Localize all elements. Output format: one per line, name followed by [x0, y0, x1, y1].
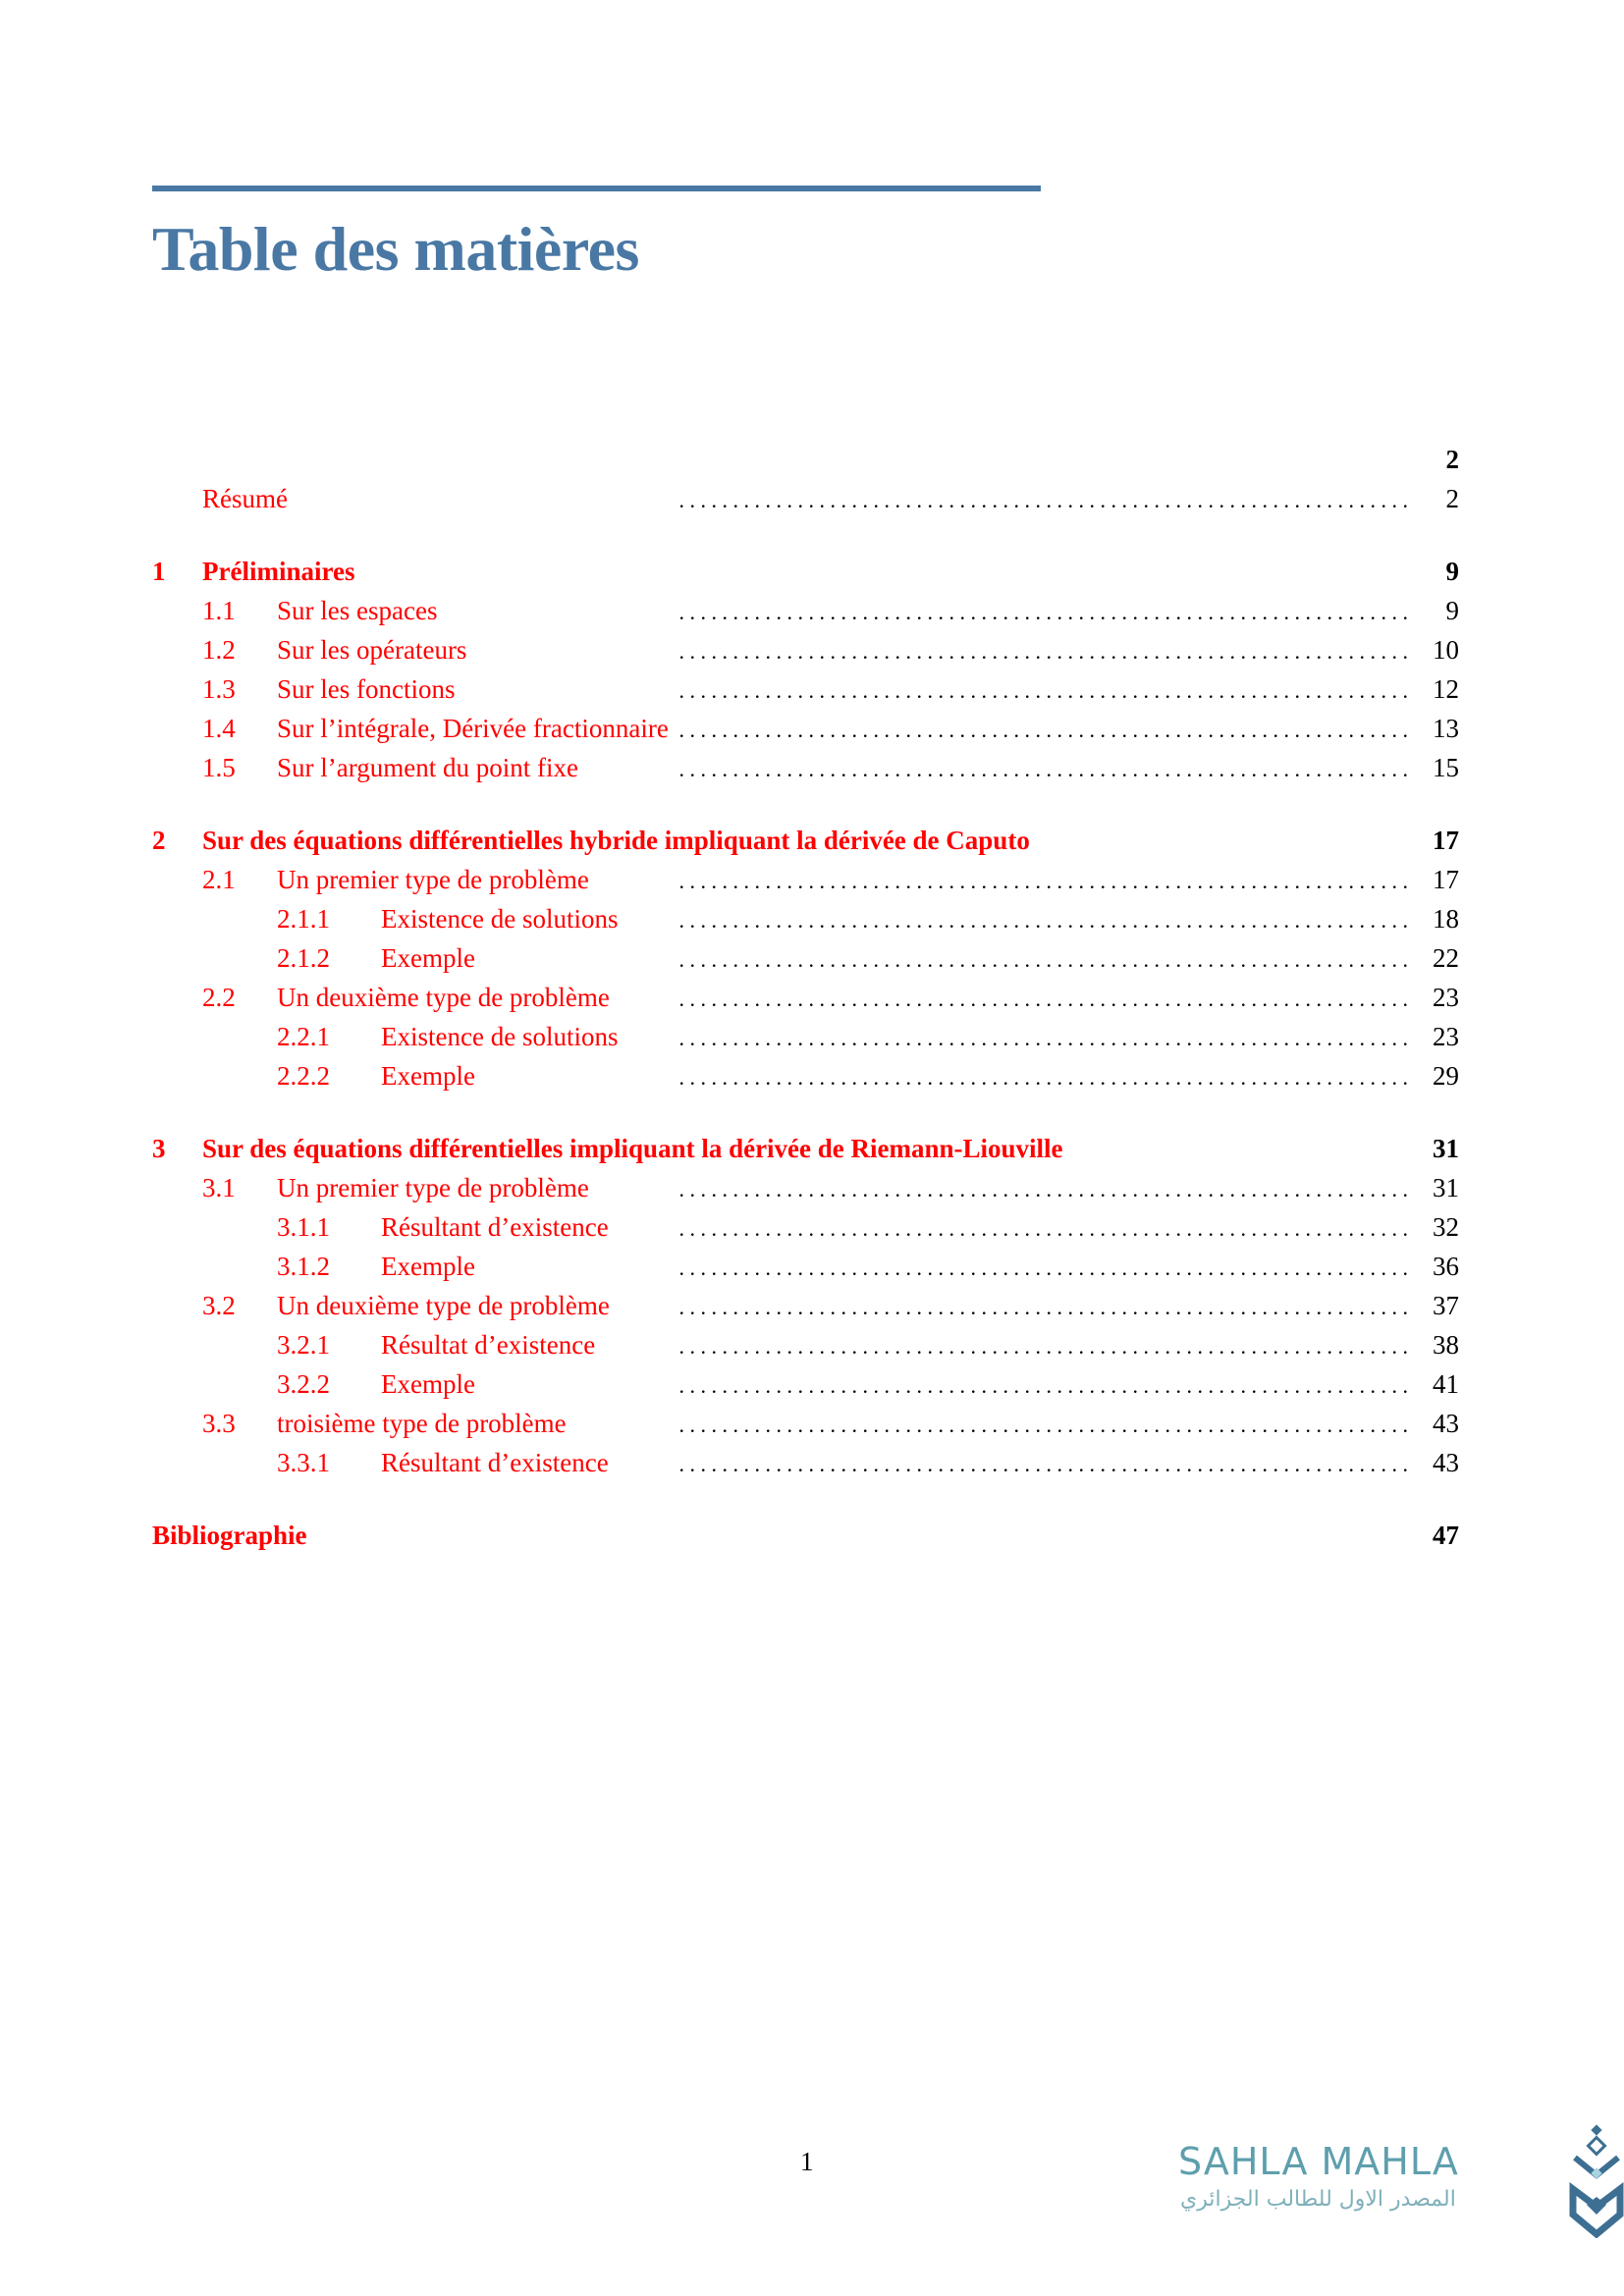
- logo-wordmark: SAHLA MAHLA: [1178, 2140, 1459, 2183]
- toc-page-number: 31: [1433, 1173, 1459, 1202]
- toc-page-number: 2: [1445, 445, 1459, 474]
- toc-subsection-3-2-1[interactable]: [152, 1325, 1459, 1364]
- dot-leader: . . . . . . . . . . . . . . . . . . . . . . . . . . . . . . . . . . . . . . . . . . . . . . . . . . . . . . . . . . . . . . . . . . . .: [678, 1177, 1408, 1201]
- section-title: Sur l’argument du point fixe: [277, 753, 578, 782]
- toc-section-1-3[interactable]: [152, 669, 1459, 709]
- toc-page-number: 15: [1433, 753, 1459, 782]
- toc-page-number: 22: [1433, 943, 1459, 973]
- dot-leader: . . . . . . . . . . . . . . . . . . . . . . . . . . . . . . . . . . . . . . . . . . . . . . . . . . . . . . . . . . . . . . . . . . . .: [678, 947, 1408, 972]
- dot-leader: . . . . . . . . . . . . . . . . . . . . . . . . . . . . . . . . . . . . . . . . . . . . . . . . . . . . . . . . . . . . . . . . . . . .: [678, 1216, 1408, 1241]
- heading-rule: [152, 186, 1041, 191]
- toc-subsection-3-2-2[interactable]: [152, 1364, 1459, 1404]
- section-number: 1.4: [202, 714, 236, 743]
- section-number: 1.5: [202, 753, 236, 782]
- chapter-title: Sur des équations différentielles hybride impliquant la dérivée de Caputo: [202, 826, 1030, 855]
- subsection-number: 3.2.1: [277, 1330, 330, 1360]
- section-title: Un deuxième type de problème: [277, 983, 610, 1012]
- dot-leader: . . . . . . . . . . . . . . . . . . . . . . . . . . . . . . . . . . . . . . . . . . . . . . . . . . . . . . . . . . . . . . . . . . . .: [678, 1065, 1408, 1090]
- subsection-title: Exemple: [381, 1252, 475, 1281]
- section-title: Sur les espaces: [277, 596, 438, 625]
- toc-page-number: 18: [1433, 904, 1459, 934]
- section-title: Sur les fonctions: [277, 674, 456, 704]
- chapter-title: Préliminaires: [202, 557, 355, 586]
- toc-page-number: 17: [1433, 826, 1459, 855]
- toc-page-number: 23: [1433, 983, 1459, 1012]
- toc-chapter-2[interactable]: [152, 821, 1459, 860]
- dot-leader: . . . . . . . . . . . . . . . . . . . . . . . . . . . . . . . . . . . . . . . . . . . . . . . . . . . . . . . . . . . . . . . . . . . .: [678, 600, 1408, 624]
- dot-leader: . . . . . . . . . . . . . . . . . . . . . . . . . . . . . . . . . . . . . . . . . . . . . . . . . . . . . . . . . . . . . . . . . . . .: [678, 639, 1408, 664]
- toc-page-number: 12: [1433, 674, 1459, 704]
- subsection-title: Exemple: [381, 1061, 475, 1091]
- toc-section-3-2[interactable]: [152, 1286, 1459, 1325]
- toc-subsection-2-2-2[interactable]: [152, 1056, 1459, 1095]
- section-number: 1.1: [202, 596, 236, 625]
- section-title: Un premier type de problème: [277, 865, 589, 894]
- dot-leader: . . . . . . . . . . . . . . . . . . . . . . . . . . . . . . . . . . . . . . . . . . . . . . . . . . . . . . . . . . . . . . . . . . . .: [678, 488, 1408, 512]
- subsection-number: 2.1.1: [277, 904, 330, 934]
- dot-leader: . . . . . . . . . . . . . . . . . . . . . . . . . . . . . . . . . . . . . . . . . . . . . . . . . . . . . . . . . . . . . . . . . . . .: [678, 1452, 1408, 1476]
- subsection-title: Résultant d’existence: [381, 1448, 609, 1477]
- dot-leader: . . . . . . . . . . . . . . . . . . . . . . . . . . . . . . . . . . . . . . . . . . . . . . . . . . . . . . . . . . . . . . . . . . . .: [678, 908, 1408, 933]
- section-number: 3.1: [202, 1173, 236, 1202]
- section-number: 3.3: [202, 1409, 236, 1438]
- toc-subsection-2-1-2[interactable]: [152, 938, 1459, 978]
- subsection-number: 3.2.2: [277, 1369, 330, 1399]
- dot-leader: . . . . . . . . . . . . . . . . . . . . . . . . . . . . . . . . . . . . . . . . . . . . . . . . . . . . . . . . . . . . . . . . . . . .: [678, 987, 1408, 1011]
- toc-page-number: 9: [1445, 596, 1459, 625]
- chapter-title: Sur des équations différentielles impliquant la dérivée de Riemann-Liouville: [202, 1134, 1063, 1163]
- subsection-number: 2.1.2: [277, 943, 330, 973]
- toc-page-number: 13: [1433, 714, 1459, 743]
- toc-entry-title: Résumé: [202, 484, 288, 513]
- dot-leader: . . . . . . . . . . . . . . . . . . . . . . . . . . . . . . . . . . . . . . . . . . . . . . . . . . . . . . . . . . . . . . . . . . . .: [678, 678, 1408, 703]
- toc-section-3-1[interactable]: [152, 1168, 1459, 1207]
- section-number: 1.2: [202, 635, 236, 665]
- toc-page-number: 10: [1433, 635, 1459, 665]
- dot-leader: . . . . . . . . . . . . . . . . . . . . . . . . . . . . . . . . . . . . . . . . . . . . . . . . . . . . . . . . . . . . . . . . . . . .: [678, 757, 1408, 781]
- toc-subsection-3-1-1[interactable]: [152, 1207, 1459, 1247]
- toc-subsection-3-1-2[interactable]: [152, 1247, 1459, 1286]
- subsection-title: Résultat d’existence: [381, 1330, 596, 1360]
- subsection-number: 3.1.1: [277, 1212, 330, 1242]
- subsection-title: Résultant d’existence: [381, 1212, 609, 1242]
- toc-page-number: 31: [1433, 1134, 1459, 1163]
- toc-section-1-2[interactable]: [152, 630, 1459, 669]
- dot-leader: . . . . . . . . . . . . . . . . . . . . . . . . . . . . . . . . . . . . . . . . . . . . . . . . . . . . . . . . . . . . . . . . . . . .: [678, 1255, 1408, 1280]
- toc-page-number: 43: [1433, 1409, 1459, 1438]
- toc-subsection-2-1-1[interactable]: [152, 899, 1459, 938]
- toc-page-number: 29: [1433, 1061, 1459, 1091]
- toc-chapter-1[interactable]: [152, 552, 1459, 591]
- dot-leader: . . . . . . . . . . . . . . . . . . . . . . . . . . . . . . . . . . . . . . . . . . . . . . . . . . . . . . . . . . . . . . . . . . . .: [678, 1026, 1408, 1050]
- sahla-mahla-logo-icon: [1569, 2120, 1624, 2238]
- toc-subsection-3-3-1[interactable]: [152, 1443, 1459, 1482]
- subsection-title: Exemple: [381, 1369, 475, 1399]
- section-title: Sur les opérateurs: [277, 635, 467, 665]
- chapter-number: 2: [152, 826, 166, 855]
- chapter-number: 1: [152, 557, 166, 586]
- subsection-title: Existence de solutions: [381, 1022, 619, 1051]
- toc-bibliography[interactable]: [152, 1516, 1459, 1555]
- subsection-title: Exemple: [381, 943, 475, 973]
- toc-page-number: 47: [1433, 1521, 1459, 1550]
- section-number: 1.3: [202, 674, 236, 704]
- toc-page-number: 43: [1433, 1448, 1459, 1477]
- toc-page-number: 2: [1445, 484, 1459, 513]
- logo-tagline: المصدر الاول للطالب الجزائري: [1180, 2187, 1456, 2212]
- chapter-number: 3: [152, 1134, 166, 1163]
- toc-section-1-4[interactable]: [152, 709, 1459, 748]
- subsection-number: 2.2.1: [277, 1022, 330, 1051]
- watermark-logo: [1178, 2110, 1624, 2248]
- dot-leader: . . . . . . . . . . . . . . . . . . . . . . . . . . . . . . . . . . . . . . . . . . . . . . . . . . . . . . . . . . . . . . . . . . . .: [678, 1373, 1408, 1398]
- toc-section-2-2[interactable]: [152, 978, 1459, 1017]
- chapter-title: Bibliographie: [152, 1521, 307, 1550]
- section-title: Sur l’intégrale, Dérivée fractionnaire: [277, 714, 669, 743]
- section-title: Un deuxième type de problème: [277, 1291, 610, 1320]
- subsection-number: 3.3.1: [277, 1448, 330, 1477]
- dot-leader: . . . . . . . . . . . . . . . . . . . . . . . . . . . . . . . . . . . . . . . . . . . . . . . . . . . . . . . . . . . . . . . . . . . .: [678, 869, 1408, 893]
- section-title: troisième type de problème: [277, 1409, 567, 1438]
- section-number: 2.2: [202, 983, 236, 1012]
- page-title: Table des matières: [152, 214, 639, 284]
- subsection-number: 3.1.2: [277, 1252, 330, 1281]
- section-number: 2.1: [202, 865, 236, 894]
- toc-front-chapter[interactable]: [152, 440, 1459, 479]
- dot-leader: . . . . . . . . . . . . . . . . . . . . . . . . . . . . . . . . . . . . . . . . . . . . . . . . . . . . . . . . . . . . . . . . . . . .: [678, 1413, 1408, 1437]
- toc-chapter-3[interactable]: [152, 1129, 1459, 1168]
- toc-page-number: 32: [1433, 1212, 1459, 1242]
- dot-leader: . . . . . . . . . . . . . . . . . . . . . . . . . . . . . . . . . . . . . . . . . . . . . . . . . . . . . . . . . . . . . . . . . . . .: [678, 1295, 1408, 1319]
- page-number: 1: [800, 2147, 814, 2176]
- toc-page-number: 41: [1433, 1369, 1459, 1399]
- toc-page-number: 37: [1433, 1291, 1459, 1320]
- dot-leader: . . . . . . . . . . . . . . . . . . . . . . . . . . . . . . . . . . . . . . . . . . . . . . . . . . . . . . . . . . . . . . . . . . . .: [678, 718, 1408, 742]
- dot-leader: . . . . . . . . . . . . . . . . . . . . . . . . . . . . . . . . . . . . . . . . . . . . . . . . . . . . . . . . . . . . . . . . . . . .: [678, 1334, 1408, 1359]
- toc-page-number: 17: [1433, 865, 1459, 894]
- toc-page-number: 23: [1433, 1022, 1459, 1051]
- toc-section-1-1[interactable]: [152, 591, 1459, 630]
- toc-page-number: 38: [1433, 1330, 1459, 1360]
- toc-entry-resume[interactable]: [152, 479, 1459, 518]
- toc-section-1-5[interactable]: [152, 748, 1459, 787]
- section-title: Un premier type de problème: [277, 1173, 589, 1202]
- section-number: 3.2: [202, 1291, 236, 1320]
- toc-section-3-3[interactable]: [152, 1404, 1459, 1443]
- toc-section-2-1[interactable]: [152, 860, 1459, 899]
- toc-subsection-2-2-1[interactable]: [152, 1017, 1459, 1056]
- subsection-number: 2.2.2: [277, 1061, 330, 1091]
- toc-page-number: 9: [1445, 557, 1459, 586]
- toc-page-number: 36: [1433, 1252, 1459, 1281]
- subsection-title: Existence de solutions: [381, 904, 619, 934]
- table-of-contents: [152, 440, 1459, 1555]
